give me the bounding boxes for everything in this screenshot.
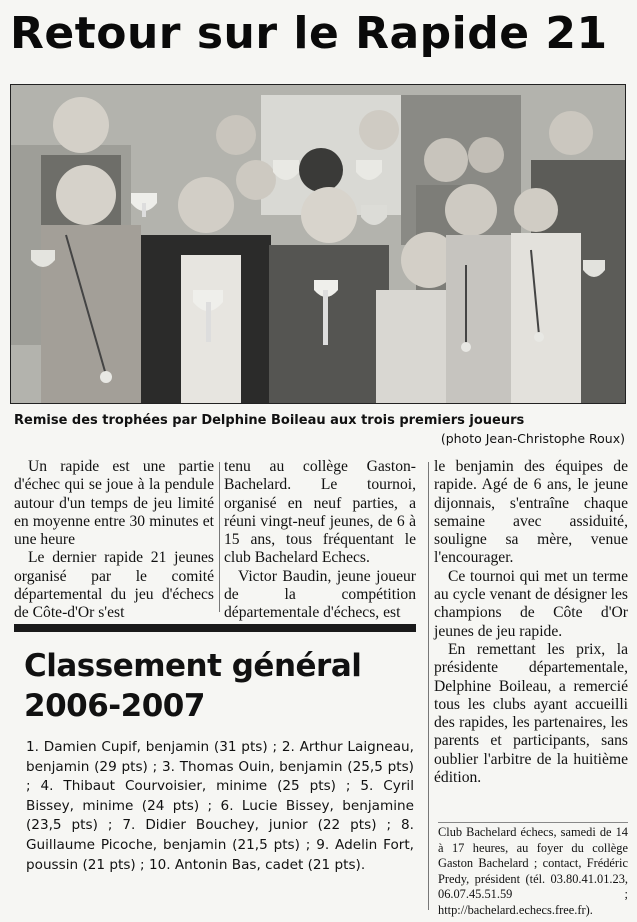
article-paragraph: Le dernier rapide 21 jeunes organisé par le comité départemental du jeu d'échecs de Côte-d'Or s'est (14, 549, 214, 622)
article-column-3 (434, 458, 628, 787)
article-paragraph: Ce tournoi qui met un terme au cycle venant de désigner les champions de Côte d'Or jeunes de jeu rapide. (434, 567, 628, 640)
article-column-2 (224, 458, 416, 623)
group-photo (10, 84, 626, 404)
classement-entry: 4. Thibaut Courvoisier, minime (25 pts) ; (40, 778, 361, 795)
classement-top-rule (14, 624, 416, 632)
column-divider (219, 462, 220, 612)
classement-entry: 7. Didier Bouchey, junior (22 pts) ; (122, 817, 401, 834)
classement-entry: 2. Arthur Laigneau, benjamin (29 pts) ; (26, 739, 414, 775)
classement-entry: 1. Damien Cupif, benjamin (31 pts) ; (26, 739, 282, 755)
article-paragraph: En remettant les prix, la présidente départementale, Delphine Boileau, a remercié tous les clubs ayant accueilli des rapides, les partenaires, les parents et participants, sans oublier l'arbitre de la huitième édition. (434, 640, 628, 787)
classement-entry: 6. Lucie Bissey, benjamine (23,5 pts) ; (26, 797, 414, 834)
club-info: Club Bachelard échecs, samedi de 14 à 17 heures, au foyer du collège Gaston Bachelard ; contact, Frédéric Predy, président (tél. 03.80.41.01.23, 06.07.45.51.59 ; http://bachelard.echecs.free.fr). (438, 822, 628, 919)
article-paragraph: Un rapide est une partie d'échec qui se joue à la pendule autour d'un temps de jeu limité en moyenne entre 30 minutes et une heure (14, 458, 214, 549)
classement-entry: 5. Cyril Bissey, minime (24 pts) ; (26, 778, 414, 814)
article-paragraph: le benjamin des équipes de rapide. Agé de 6 ans, le jeune dijonnais, s'entraîne chaque semaine avec assiduité, souligne sa mère, venue l'encourager. (434, 458, 628, 567)
headline: Retour sur le Rapide 21 (10, 8, 608, 59)
classement-entry: 10. Antonin Bas, cadet (21 pts). (148, 856, 366, 873)
article-paragraph: tenu au collège Gaston-Bachelard. Le tournoi, organisé en neuf parties, a réuni vingt-neuf jeunes, de 6 à 15 ans, tous fréquentant le club Bachelard Echecs. (224, 458, 416, 567)
photo-credit: (photo Jean-Christophe Roux) (440, 431, 625, 446)
column-divider (428, 462, 429, 910)
classement-title-line: 2006-2007 (24, 688, 205, 724)
classement-title (24, 646, 416, 726)
classement-title-line: Classement général (24, 648, 362, 684)
article-paragraph: Victor Baudin, jeune joueur de la compétition départementale d'échecs, est (224, 567, 416, 622)
photo-caption: Remise des trophées par Delphine Boileau aux trois premiers joueurs (14, 413, 525, 428)
classement-entry: 3. Thomas Ouin, benjamin (25,5 pts) ; (26, 758, 414, 795)
classement-entry: 9. Adelin Fort, poussin (21 pts) ; (26, 836, 414, 873)
classement-list (26, 738, 414, 875)
article-column-1 (14, 458, 214, 623)
group-photo-illustration (11, 85, 625, 403)
classement-entry: 8. Guillaume Picoche, benjamin (21,5 pts) ; (26, 817, 414, 853)
